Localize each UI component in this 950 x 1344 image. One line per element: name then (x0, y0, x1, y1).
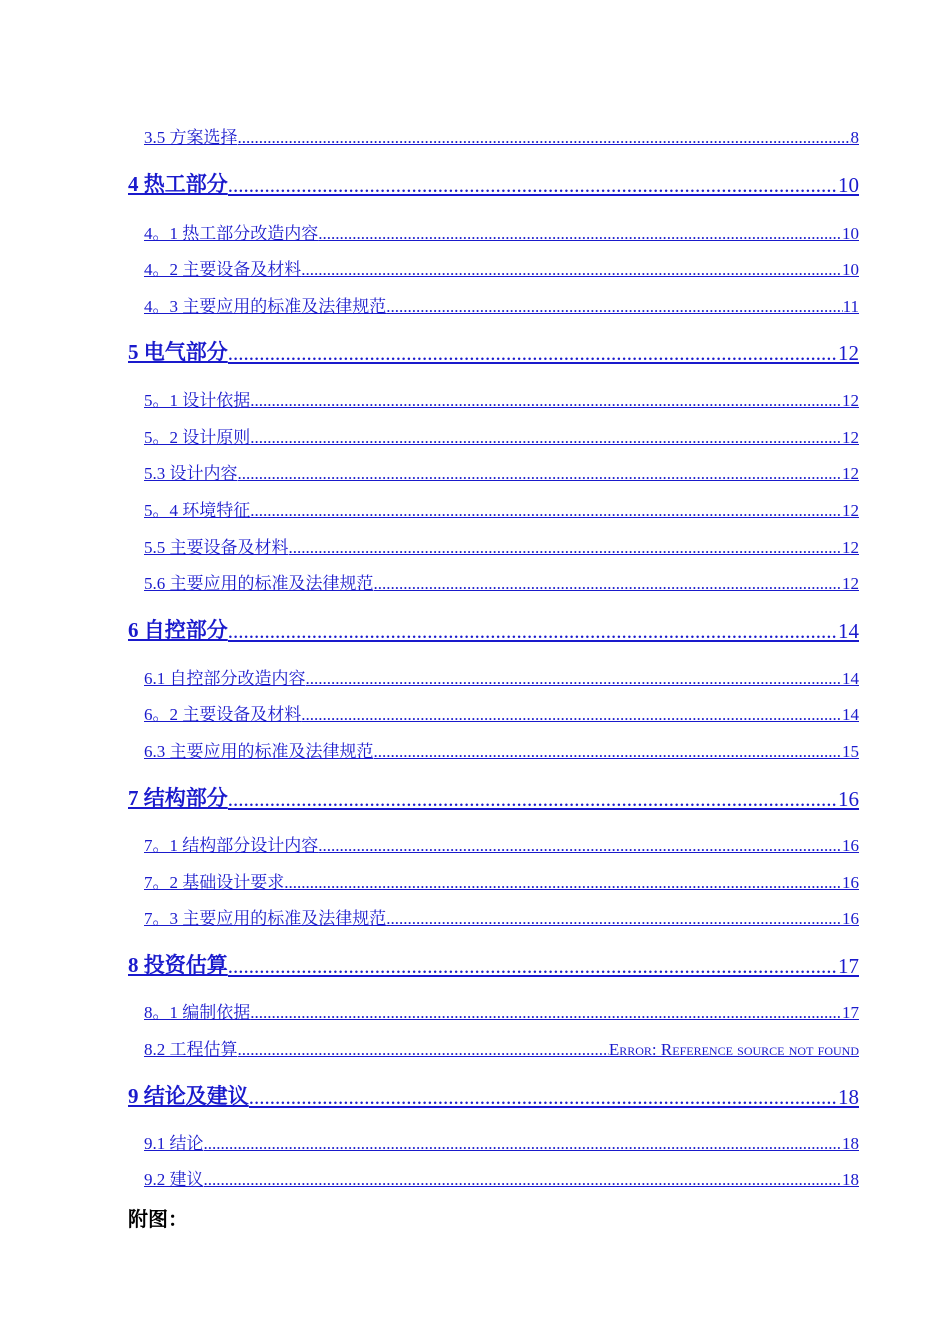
toc-section-link[interactable] (144, 124, 859, 148)
toc-entry-title: 8.2 工程估算 (144, 1040, 238, 1059)
toc-section-link[interactable] (144, 1036, 859, 1060)
toc-entry-page: 17 (838, 954, 859, 978)
toc-section-link[interactable] (144, 220, 859, 244)
toc-section-link[interactable] (144, 534, 859, 558)
toc-section-link[interactable] (144, 869, 859, 893)
toc-entry-page: 11 (842, 297, 859, 316)
toc-dot-leader (301, 260, 842, 280)
toc-dot-leader (318, 836, 842, 856)
toc-entry-title: 5。2 设计原则 (144, 428, 251, 447)
toc-chapter-link[interactable] (128, 951, 859, 979)
toc-section-link[interactable] (144, 497, 859, 521)
toc-dot-leader (228, 341, 838, 366)
toc-section-link[interactable] (144, 256, 859, 280)
toc-dot-leader (250, 428, 842, 448)
toc-entry-page: 16 (842, 836, 859, 855)
toc-entry-page: 12 (842, 464, 859, 483)
toc-entry-title: 9.1 结论 (144, 1134, 204, 1153)
toc-chapter-link[interactable] (128, 1082, 859, 1110)
toc-section-link[interactable] (144, 1166, 859, 1190)
toc-section-link[interactable] (144, 424, 859, 448)
toc-entry-title: 9.2 建议 (144, 1170, 204, 1189)
toc-dot-leader (318, 224, 842, 244)
toc-entry-page: 17 (842, 1003, 859, 1022)
toc-dot-leader (228, 787, 838, 812)
toc-entry-title: 6 自控部分 (128, 618, 228, 642)
toc-entry-page: 16 (842, 873, 859, 892)
toc-dot-leader (250, 1003, 842, 1023)
toc-entry-page: Error: Reference source not found (608, 1040, 859, 1059)
toc-dot-leader (284, 873, 842, 893)
toc-section-link[interactable] (144, 293, 859, 317)
toc-dot-leader (306, 669, 843, 689)
toc-section-link[interactable] (144, 387, 859, 411)
toc-dot-leader (250, 391, 842, 411)
appendix-label: 附图： (128, 1209, 188, 1231)
toc-dot-leader (204, 1170, 843, 1190)
toc-dot-leader (249, 1085, 838, 1110)
toc-dot-leader (238, 1040, 609, 1060)
toc-entry-page: 16 (842, 909, 859, 928)
toc-entry-title: 5。4 环境特征 (144, 501, 251, 520)
toc-section-link[interactable] (144, 738, 859, 762)
toc-entry-page: 12 (842, 391, 859, 410)
toc-entry-title: 7。3 主要应用的标准及法律规范 (144, 909, 387, 928)
toc-entry-title: 7。1 结构部分设计内容 (144, 836, 319, 855)
toc-entry-page: 8 (850, 128, 859, 147)
toc-entry-page: 10 (838, 173, 859, 197)
toc-section-link[interactable] (144, 460, 859, 484)
toc-chapter-link[interactable] (128, 170, 859, 198)
toc-dot-leader (301, 705, 842, 725)
toc-entry-title: 4。1 热工部分改造内容 (144, 224, 319, 243)
toc-section-link[interactable] (144, 832, 859, 856)
toc-entry-page: 14 (842, 669, 859, 688)
toc-entry-page: 15 (842, 742, 859, 761)
toc-dot-leader (238, 464, 843, 484)
toc-section-link[interactable] (144, 570, 859, 594)
toc-dot-leader (386, 909, 842, 929)
toc-entry-page: 12 (842, 574, 859, 593)
toc-entry-title: 6.3 主要应用的标准及法律规范 (144, 742, 374, 761)
toc-entry-page: 10 (842, 260, 859, 279)
toc-dot-leader (374, 742, 843, 762)
toc-chapter-link[interactable] (128, 616, 859, 644)
toc-section-link[interactable] (144, 999, 859, 1023)
toc-entry-title: 4 热工部分 (128, 172, 228, 196)
toc-entry-page: 18 (842, 1170, 859, 1189)
toc-entry-title: 9 结论及建议 (128, 1084, 249, 1108)
toc-entry-page: 18 (842, 1134, 859, 1153)
toc-dot-leader (374, 574, 843, 594)
toc-dot-leader (386, 297, 842, 317)
toc-dot-leader (250, 501, 842, 521)
toc-entry-title: 5.3 设计内容 (144, 464, 238, 483)
toc-section-link[interactable] (144, 665, 859, 689)
toc-entry-title: 5.6 主要应用的标准及法律规范 (144, 574, 374, 593)
toc-entry-title: 6。2 主要设备及材料 (144, 705, 302, 724)
toc-entry-title: 7 结构部分 (128, 786, 228, 810)
toc-dot-leader (228, 173, 838, 198)
toc-section-link[interactable] (144, 905, 859, 929)
toc-dot-leader (289, 538, 843, 558)
toc-dot-leader (204, 1134, 843, 1154)
toc-entry-title: 4。2 主要设备及材料 (144, 260, 302, 279)
toc-section-link[interactable] (144, 701, 859, 725)
toc-entry-title: 3.5 方案选择 (144, 128, 238, 147)
toc-entry-title: 5.5 主要设备及材料 (144, 538, 289, 557)
toc-entry-title: 5 电气部分 (128, 340, 228, 364)
toc-entry-page: 12 (842, 428, 859, 447)
toc-entry-title: 8 投资估算 (128, 953, 228, 977)
toc-entry-page: 12 (842, 501, 859, 520)
toc-dot-leader (228, 954, 838, 979)
toc-section-link[interactable] (144, 1130, 859, 1154)
toc-dot-leader (228, 619, 838, 644)
toc-entry-page: 16 (838, 787, 859, 811)
toc-entry-page: 10 (842, 224, 859, 243)
toc-entry-page: 14 (838, 619, 859, 643)
toc-entry-title: 6.1 自控部分改造内容 (144, 669, 306, 688)
toc-entry-title: 8。1 编制依据 (144, 1003, 251, 1022)
toc-entry-page: 12 (838, 341, 859, 365)
toc-entry-title: 4。3 主要应用的标准及法律规范 (144, 297, 387, 316)
toc-chapter-link[interactable] (128, 784, 859, 812)
toc-chapter-link[interactable] (128, 338, 859, 366)
toc-entry-page: 18 (838, 1085, 859, 1109)
toc-entry-title: 5。1 设计依据 (144, 391, 251, 410)
toc-entry-title: 7。2 基础设计要求 (144, 873, 285, 892)
toc-entry-page: 14 (842, 705, 859, 724)
toc-dot-leader (238, 128, 851, 148)
toc-entry-page: 12 (842, 538, 859, 557)
